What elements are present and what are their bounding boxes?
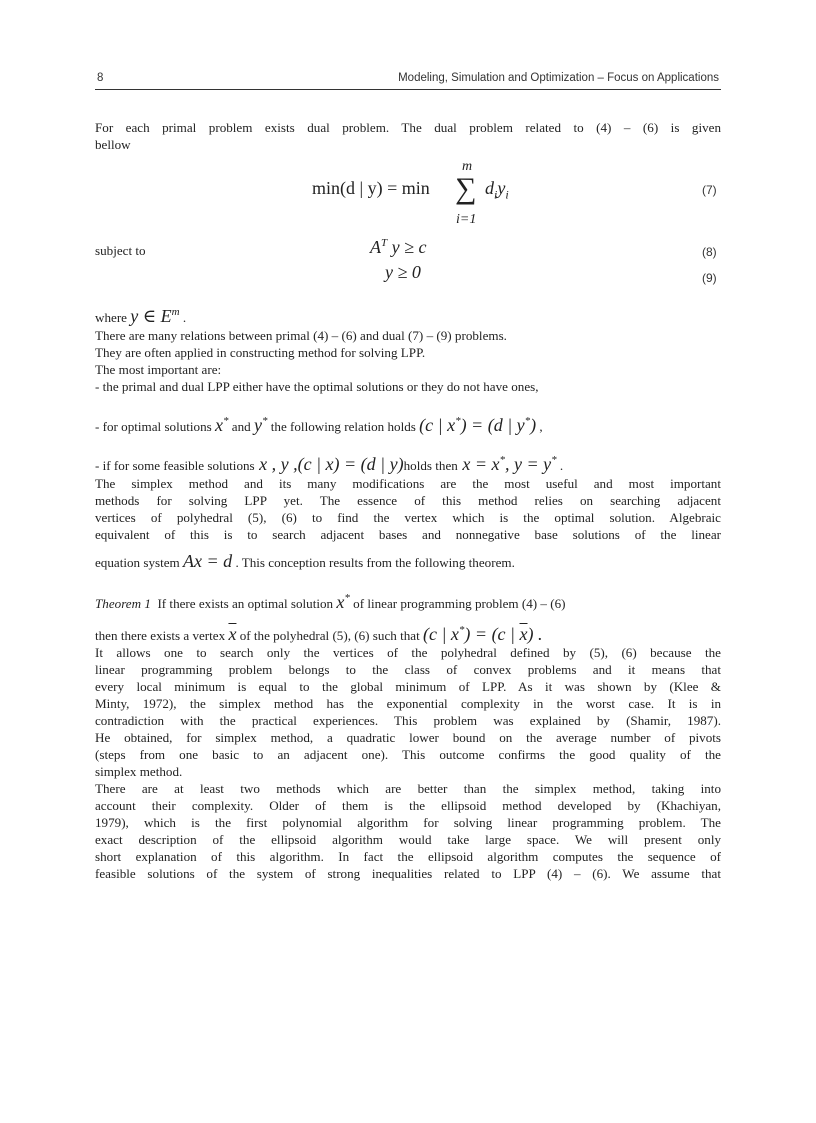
eq8-a: A (370, 237, 381, 257)
simplex-line-5 (95, 553, 721, 571)
simplex-l5-math: Ax = d (183, 551, 233, 571)
relations-line-5 (95, 413, 721, 435)
eq7-term-y-sub: i (505, 187, 509, 202)
simplex-line-3: vertices of polyhedral (5), (6) to find the vertex which is the optimal solution. Algebraic (95, 510, 721, 525)
rel5-fb-sup: * (524, 415, 531, 427)
eq7-term-d: d (485, 178, 494, 198)
where-line (95, 304, 721, 326)
body-p2-line-3: 1979), which is the first polynomial algorithm for solving linear programming problem. The (95, 815, 721, 830)
eq7-lhs: min(d | y) = min (312, 178, 430, 198)
body-p2-line-6: feasible solutions of the system of strong inequalities related to LPP (4) – (6). We assume that (95, 866, 721, 881)
theorem-l1-a: If there exists an optimal solution (157, 596, 334, 611)
theorem-vertex-x: $\overline{x}$ (228, 624, 237, 644)
theorem-label: Theorem 1 (95, 596, 151, 611)
eq7-term-y: y (497, 178, 506, 198)
theorem-xstar (336, 592, 350, 612)
theorem-f2: ) = (c | (464, 624, 520, 644)
rel5-x: x (215, 415, 224, 435)
simplex-l5-pre: equation system (95, 555, 180, 570)
eq7-term (485, 178, 509, 203)
simplex-line-1: The simplex method and its many modifications are the most useful and most important (95, 476, 721, 491)
rel6-mid: holds then (403, 458, 458, 473)
eq7-sum-symbol: ∑ (455, 172, 477, 205)
rel6-pre: - if for some feasible solutions (95, 458, 255, 473)
rel6-c1: x = x (457, 454, 500, 474)
rel6-formula: (c | x) = (d | y) (297, 454, 404, 474)
where-in: ∈ (138, 306, 161, 326)
theorem-line-1 (95, 590, 721, 612)
theorem-formula (423, 624, 543, 644)
rel5-end: , (536, 419, 543, 434)
body-p1-line-4: Minty, 1972), the simplex method has the exponential complexity in the worst case. It is in (95, 696, 721, 711)
eq7-number: (7) (702, 183, 717, 197)
body-p1-last: simplex method. (95, 764, 183, 779)
eq7-sum-lower: i=1 (456, 212, 477, 227)
eq9-number: (9) (702, 271, 717, 285)
theorem-f4: ) . (527, 624, 543, 644)
theorem-x: x (336, 592, 345, 612)
rel5-mid: the following relation holds (267, 419, 420, 434)
relations-line-2: They are often applied in constructing method for solving LPP. (95, 345, 426, 360)
rel5-fa: (c | x (419, 415, 456, 435)
rel6-c2: , y = y (504, 454, 552, 474)
eq8-a-sup: T (381, 237, 388, 249)
running-title: Modeling, Simulation and Optimization – Focus on Applications (398, 72, 719, 84)
rel6-concl (458, 454, 557, 474)
intro-line-1: For each primal problem exists dual problem. The dual problem related to (4) – (6) is given (95, 120, 721, 135)
simplex-line-4: equivalent of this is to search adjacent bases and nonnegative base solutions of the linear (95, 527, 721, 542)
relations-line-1: There are many relations between primal (4) – (6) and dual (7) – (9) problems. (95, 328, 507, 343)
rel6-c1-sup: * (499, 454, 505, 466)
theorem-line-2 (95, 622, 721, 644)
body-p2-line-1: There are at least two methods which are better than the simplex method, taking into (95, 781, 721, 796)
body-p1-line-1: It allows one to search only the vertices of the polyhedral defined by (5), (6) because the (95, 645, 721, 660)
rel5-y: y (253, 415, 262, 435)
theorem-l2-b: of the polyhedral (5), (6) such that (239, 628, 420, 643)
body-p1-line-6: He obtained, for simplex method, a quadratic lower bound on the average number of pivots (95, 730, 721, 745)
theorem-f1: (c | x (423, 624, 459, 644)
theorem-f3: $\overline{x}$ (519, 624, 528, 644)
where-end: . (182, 310, 187, 325)
page-number: 8 (97, 72, 104, 84)
eq7-term-d-sub: i (494, 187, 498, 202)
rel5-and: and (228, 419, 254, 434)
running-header (95, 72, 721, 90)
body-p1-line-3: every local minimum is equal to the global minimum of LPP. As it was shown by (Klee & (95, 679, 721, 694)
header-rule (95, 89, 721, 90)
theorem-x-sup: * (344, 592, 350, 604)
where-y: y (130, 306, 139, 326)
where-E-sup: m (171, 306, 180, 318)
equation-9: y ≥ 0 (385, 262, 421, 282)
relations-line-4: - the primal and dual LPP either have the optimal solutions or they do not have ones, (95, 379, 539, 394)
rel6-vars: x , y , (254, 454, 298, 474)
rel5-fa-sup: * (455, 415, 461, 427)
rel5-ystar (254, 415, 268, 435)
where-math (130, 306, 179, 326)
rel5-fb: ) = (d | y (460, 415, 525, 435)
rel6-c2-sup: * (551, 454, 557, 466)
body-p2-line-4: exact description of the ellipsoid algorithm would take large space. We will present only (95, 832, 721, 847)
theorem-l2-a: then there exists a vertex (95, 628, 226, 643)
body-p2-line-2: account their complexity. Older of them is the ellipsoid method developed by (Khachiyan, (95, 798, 721, 813)
eq7-sum-upper: m (462, 159, 473, 174)
eq8-number: (8) (702, 245, 717, 259)
body-p1-line-2: linear programming problem belongs to the class of convex problems and it means that (95, 662, 721, 677)
subject-to-label: subject to (95, 243, 146, 258)
where-label: where (95, 310, 127, 325)
rel5-fc: ) (530, 415, 537, 435)
theorem-f1-sup: * (458, 624, 465, 636)
simplex-line-2: methods for solving LPP yet. The essence of this method relies on searching adjacent (95, 493, 721, 508)
relations-line-6 (95, 452, 721, 474)
rel5-pre: - for optimal solutions (95, 419, 212, 434)
intro-line-2: bellow (95, 137, 131, 152)
body-p2-line-5: short explanation of this algorithm. In fact the ellipsoid algorithm computes the sequence of (95, 849, 721, 864)
rel6-end: . (556, 458, 564, 473)
body-p1-line-5: contradiction with the practical experiences. This problem was explained by (Shamir, 1987). (95, 713, 721, 728)
eq8-rest: y ≥ c (387, 237, 427, 257)
where-E: E (160, 306, 172, 326)
theorem-l1-b: of linear programming problem (4) – (6) (353, 596, 566, 611)
rel5-y-sup: * (261, 415, 268, 427)
simplex-l5-post: . This conception results from the following theorem. (235, 555, 515, 570)
body-p1-line-7: (steps from one basic to an adjacent one). This outcome confirms the good quality of the (95, 747, 721, 762)
rel5-xstar (215, 415, 229, 435)
rel5-x-sup: * (223, 415, 229, 427)
equation-8 (370, 237, 426, 258)
relations-line-3: The most important are: (95, 362, 222, 377)
rel5-formula (419, 415, 536, 435)
